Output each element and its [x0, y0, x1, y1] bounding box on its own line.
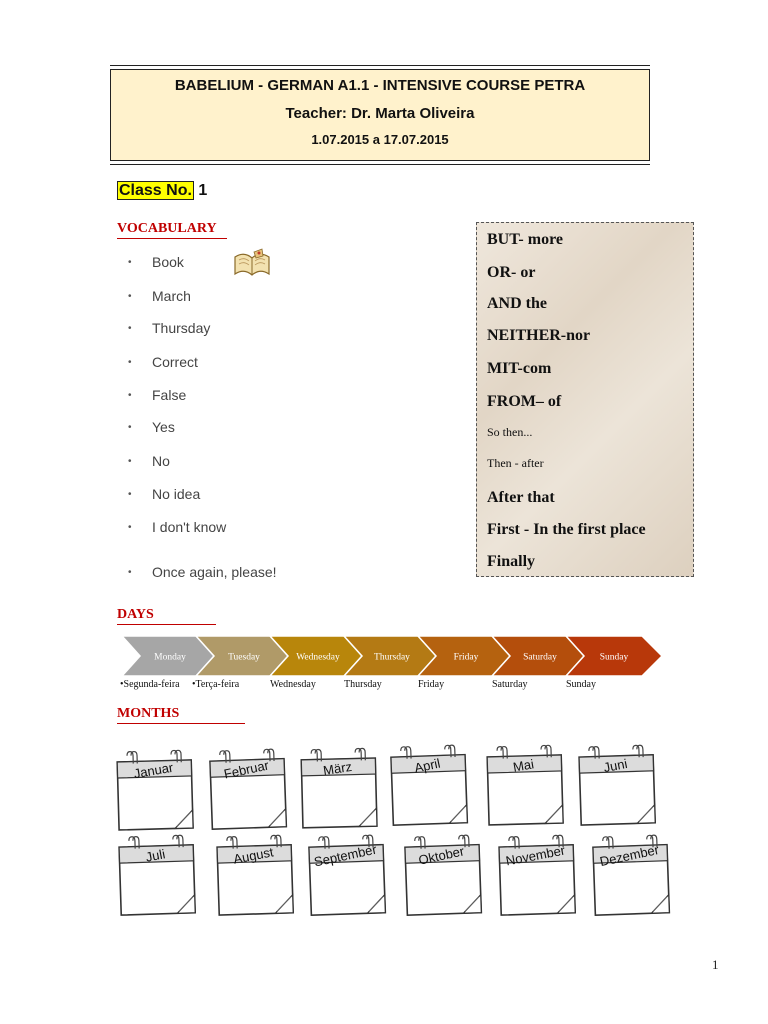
- month-label: März: [322, 758, 353, 779]
- calendar-tile: [385, 741, 472, 830]
- course-title: BABELIUM - GERMAN A1.1 - INTENSIVE COURSE PETRA: [174, 77, 586, 94]
- month-label: April: [413, 755, 442, 776]
- day-translation: Saturday: [492, 679, 528, 690]
- month-label: Januar: [132, 759, 175, 782]
- list-item: [128, 419, 175, 435]
- course-dates: 1.07.2015 a 17.07.2015: [311, 132, 449, 147]
- vocab-word: Correct: [152, 354, 198, 370]
- day-translation: Sunday: [566, 679, 596, 690]
- conjunction-item: BUT- more: [487, 231, 563, 248]
- list-item: [128, 288, 191, 304]
- list-item: [128, 320, 210, 336]
- conjunction-item: OR- or: [487, 264, 536, 281]
- calendar-tile: [573, 741, 660, 830]
- bullet: •: [128, 422, 132, 433]
- calendar-tile: [211, 831, 298, 920]
- class-label: Class No.: [119, 182, 192, 199]
- list-item: [128, 486, 200, 502]
- conjunction-item: Finally: [487, 553, 536, 570]
- vocab-word: Book: [152, 254, 184, 270]
- conjunction-item: Then - after: [487, 456, 544, 470]
- class-number-value: 1: [198, 182, 208, 199]
- list-item: [128, 519, 226, 535]
- day-translation: Friday: [418, 679, 445, 690]
- month-label: Mai: [511, 756, 536, 775]
- bullet: •: [128, 456, 132, 467]
- bullet: •: [128, 291, 132, 302]
- bullet: •: [128, 489, 132, 500]
- day-label: Wednesday: [296, 652, 340, 663]
- day-label: Sunday: [599, 652, 629, 663]
- list-item: [128, 453, 170, 469]
- open-book-icon: [232, 247, 272, 279]
- list-item: [128, 254, 184, 270]
- vocab-word: False: [152, 387, 187, 403]
- bullet: •: [128, 357, 132, 368]
- list-item: [128, 387, 186, 403]
- day-label: Tuesday: [228, 652, 260, 663]
- list-item: [128, 354, 198, 370]
- month-label: September: [312, 841, 378, 870]
- calendar-tile: [481, 741, 567, 829]
- bullet: •: [128, 567, 132, 578]
- calendar-tile: [204, 745, 291, 834]
- month-label: November: [504, 842, 567, 869]
- day-label: Friday: [453, 652, 479, 663]
- conjunction-item: So then...: [487, 425, 533, 439]
- day-translation: Wednesday: [270, 679, 316, 690]
- page-number: 1: [712, 957, 719, 972]
- month-label: Februar: [222, 757, 271, 782]
- vocab-word: Once again, please!: [152, 564, 277, 580]
- calendar-tile: [111, 746, 197, 834]
- day-label: Saturday: [523, 652, 557, 663]
- vocabulary-title: VOCABULARY: [117, 221, 227, 239]
- vocab-word: No: [152, 453, 170, 469]
- conjunction-item: AND the: [487, 295, 547, 312]
- calendar-tile: [303, 831, 390, 920]
- vocab-word: I don't know: [152, 519, 227, 535]
- conjunction-item: FROM– of: [487, 393, 562, 410]
- day-chevron-monday: [122, 636, 214, 676]
- bullet: •: [128, 257, 132, 268]
- calendar-tile: [493, 831, 580, 920]
- days-title: DAYS: [117, 607, 216, 625]
- bullet: •: [128, 522, 132, 533]
- vocab-word: Yes: [152, 419, 175, 435]
- vocab-word: No idea: [152, 486, 201, 502]
- list-item: [128, 564, 277, 580]
- day-label: Thursday: [374, 652, 410, 663]
- calendar-tile: [587, 831, 674, 920]
- day-translation: •Terça-feira: [192, 679, 240, 690]
- class-number: [117, 182, 207, 200]
- days-chevron-strip: [118, 636, 666, 676]
- conjunction-item: After that: [487, 489, 555, 506]
- bullet: •: [128, 390, 132, 401]
- month-label: Oktober: [417, 843, 466, 868]
- month-label: Dezember: [598, 841, 661, 870]
- conjunction-item: NEITHER-nor: [487, 327, 591, 344]
- calendar-tile: [399, 831, 486, 920]
- vocab-word: Thursday: [152, 320, 211, 336]
- month-label: Juli: [144, 846, 167, 865]
- day-translation: Thursday: [344, 679, 382, 690]
- teacher-name: Teacher: Dr. Marta Oliveira: [285, 105, 475, 122]
- conjunction-item: First - In the first place: [487, 521, 646, 538]
- vocab-word: March: [152, 288, 191, 304]
- month-label: August: [232, 844, 275, 867]
- day-label: Monday: [154, 652, 186, 663]
- conjunctions-box: [476, 222, 694, 577]
- day-translation: •Segunda-feira: [120, 679, 180, 690]
- months-title: MONTHS: [117, 706, 245, 724]
- calendar-tile: [295, 744, 381, 832]
- calendar-tile: [113, 831, 200, 920]
- bullet: •: [128, 323, 132, 334]
- course-header-box: [110, 69, 650, 161]
- conjunction-item: MIT-com: [487, 360, 552, 377]
- month-label: Juni: [602, 755, 629, 776]
